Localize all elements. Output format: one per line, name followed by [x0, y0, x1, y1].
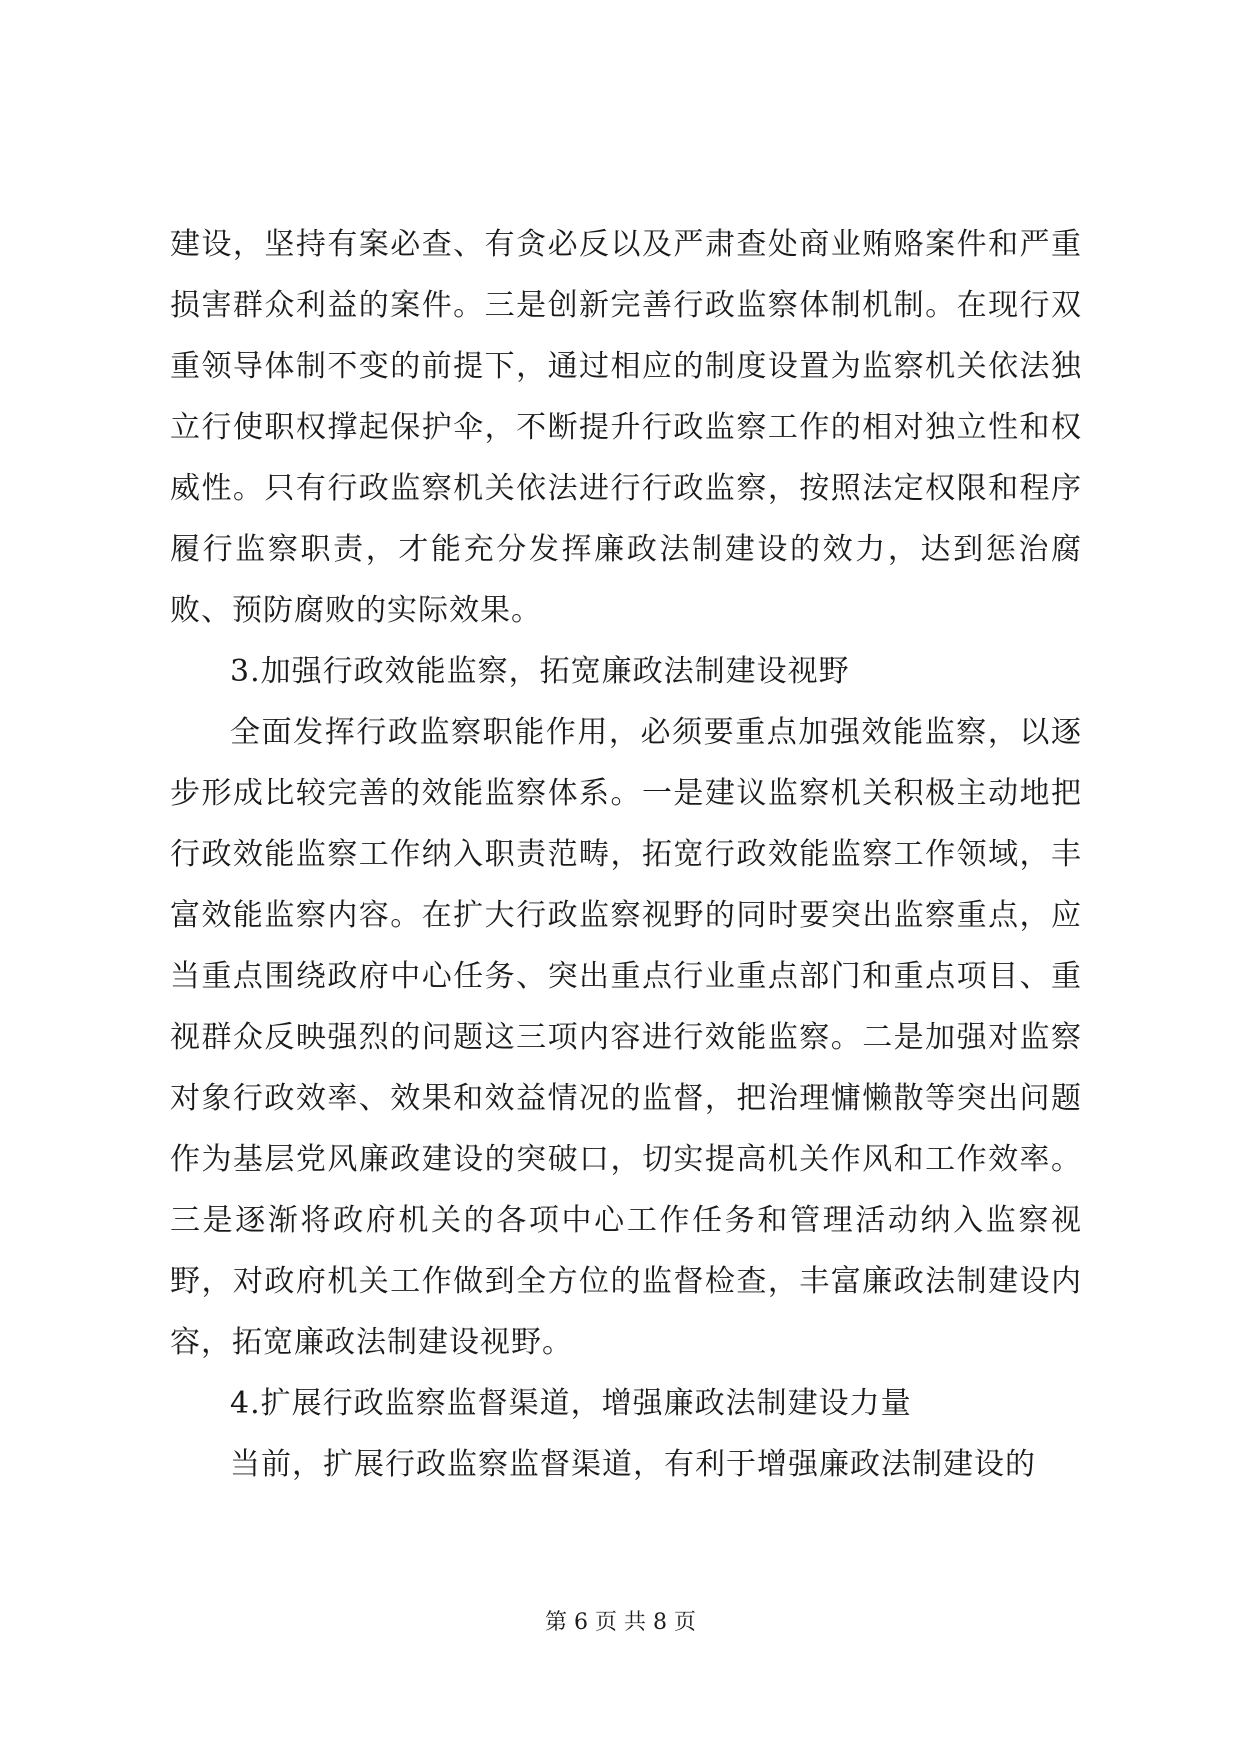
paragraph-supervision-channels: 当前，扩展行政监察监督渠道，有利于增强廉政法制建设的 — [230, 1447, 1036, 1482]
section-heading-3: 3.加强行政效能监察，拓宽廉政法制建设视野 — [230, 654, 850, 689]
document-body — [170, 214, 1082, 1495]
page-number-footer: 第 6 页 共 8 页 — [545, 1610, 696, 1635]
paragraph-continuation: 建设，坚持有案必查、有贪必反以及严肃查处商业贿赂案件和严重损害群众利益的案件。三是创新完善行政监察体制机制。在现行双重领导体制不变的前提下，通过相应的制度设置为监察机关依法独立行使职权撑起保护伞，不断提升行政监察工作的相对独立性和权威性。只有行政监察机关依法进行行政监察，按照法定权限和程序履行监察职责，才能充分发挥廉政法制建设的效力，达到惩治腐败、预防腐败的实际效果。 — [170, 227, 1082, 628]
section-heading-4: 4.扩展行政监察监督渠道，增强廉政法制建设力量 — [230, 1386, 912, 1421]
paragraph-efficiency-supervision: 全面发挥行政监察职能作用，必须要重点加强效能监察，以逐步形成比较完善的效能监察体系。一是建议监察机关积极主动地把行政效能监察工作纳入职责范畴，拓宽行政效能监察工作领域，丰富效能监察内容。在扩大行政监察视野的同时要突出监察重点，应当重点围绕政府中心任务、突出重点行业重点部门和重点项目、重视群众反映强烈的问题这三项内容进行效能监察。二是加强对监察对象行政效率、效果和效益情况的监督，把治理慵懒散等突出问题作为基层党风廉政建设的突破口，切实提高机关作风和工作效率。三是逐渐将政府机关的各项中心工作任务和管理活动纳入监察视野，对政府机关工作做到全方位的监督检查，丰富廉政法制建设内容，拓宽廉政法制建设视野。 — [170, 715, 1082, 1360]
